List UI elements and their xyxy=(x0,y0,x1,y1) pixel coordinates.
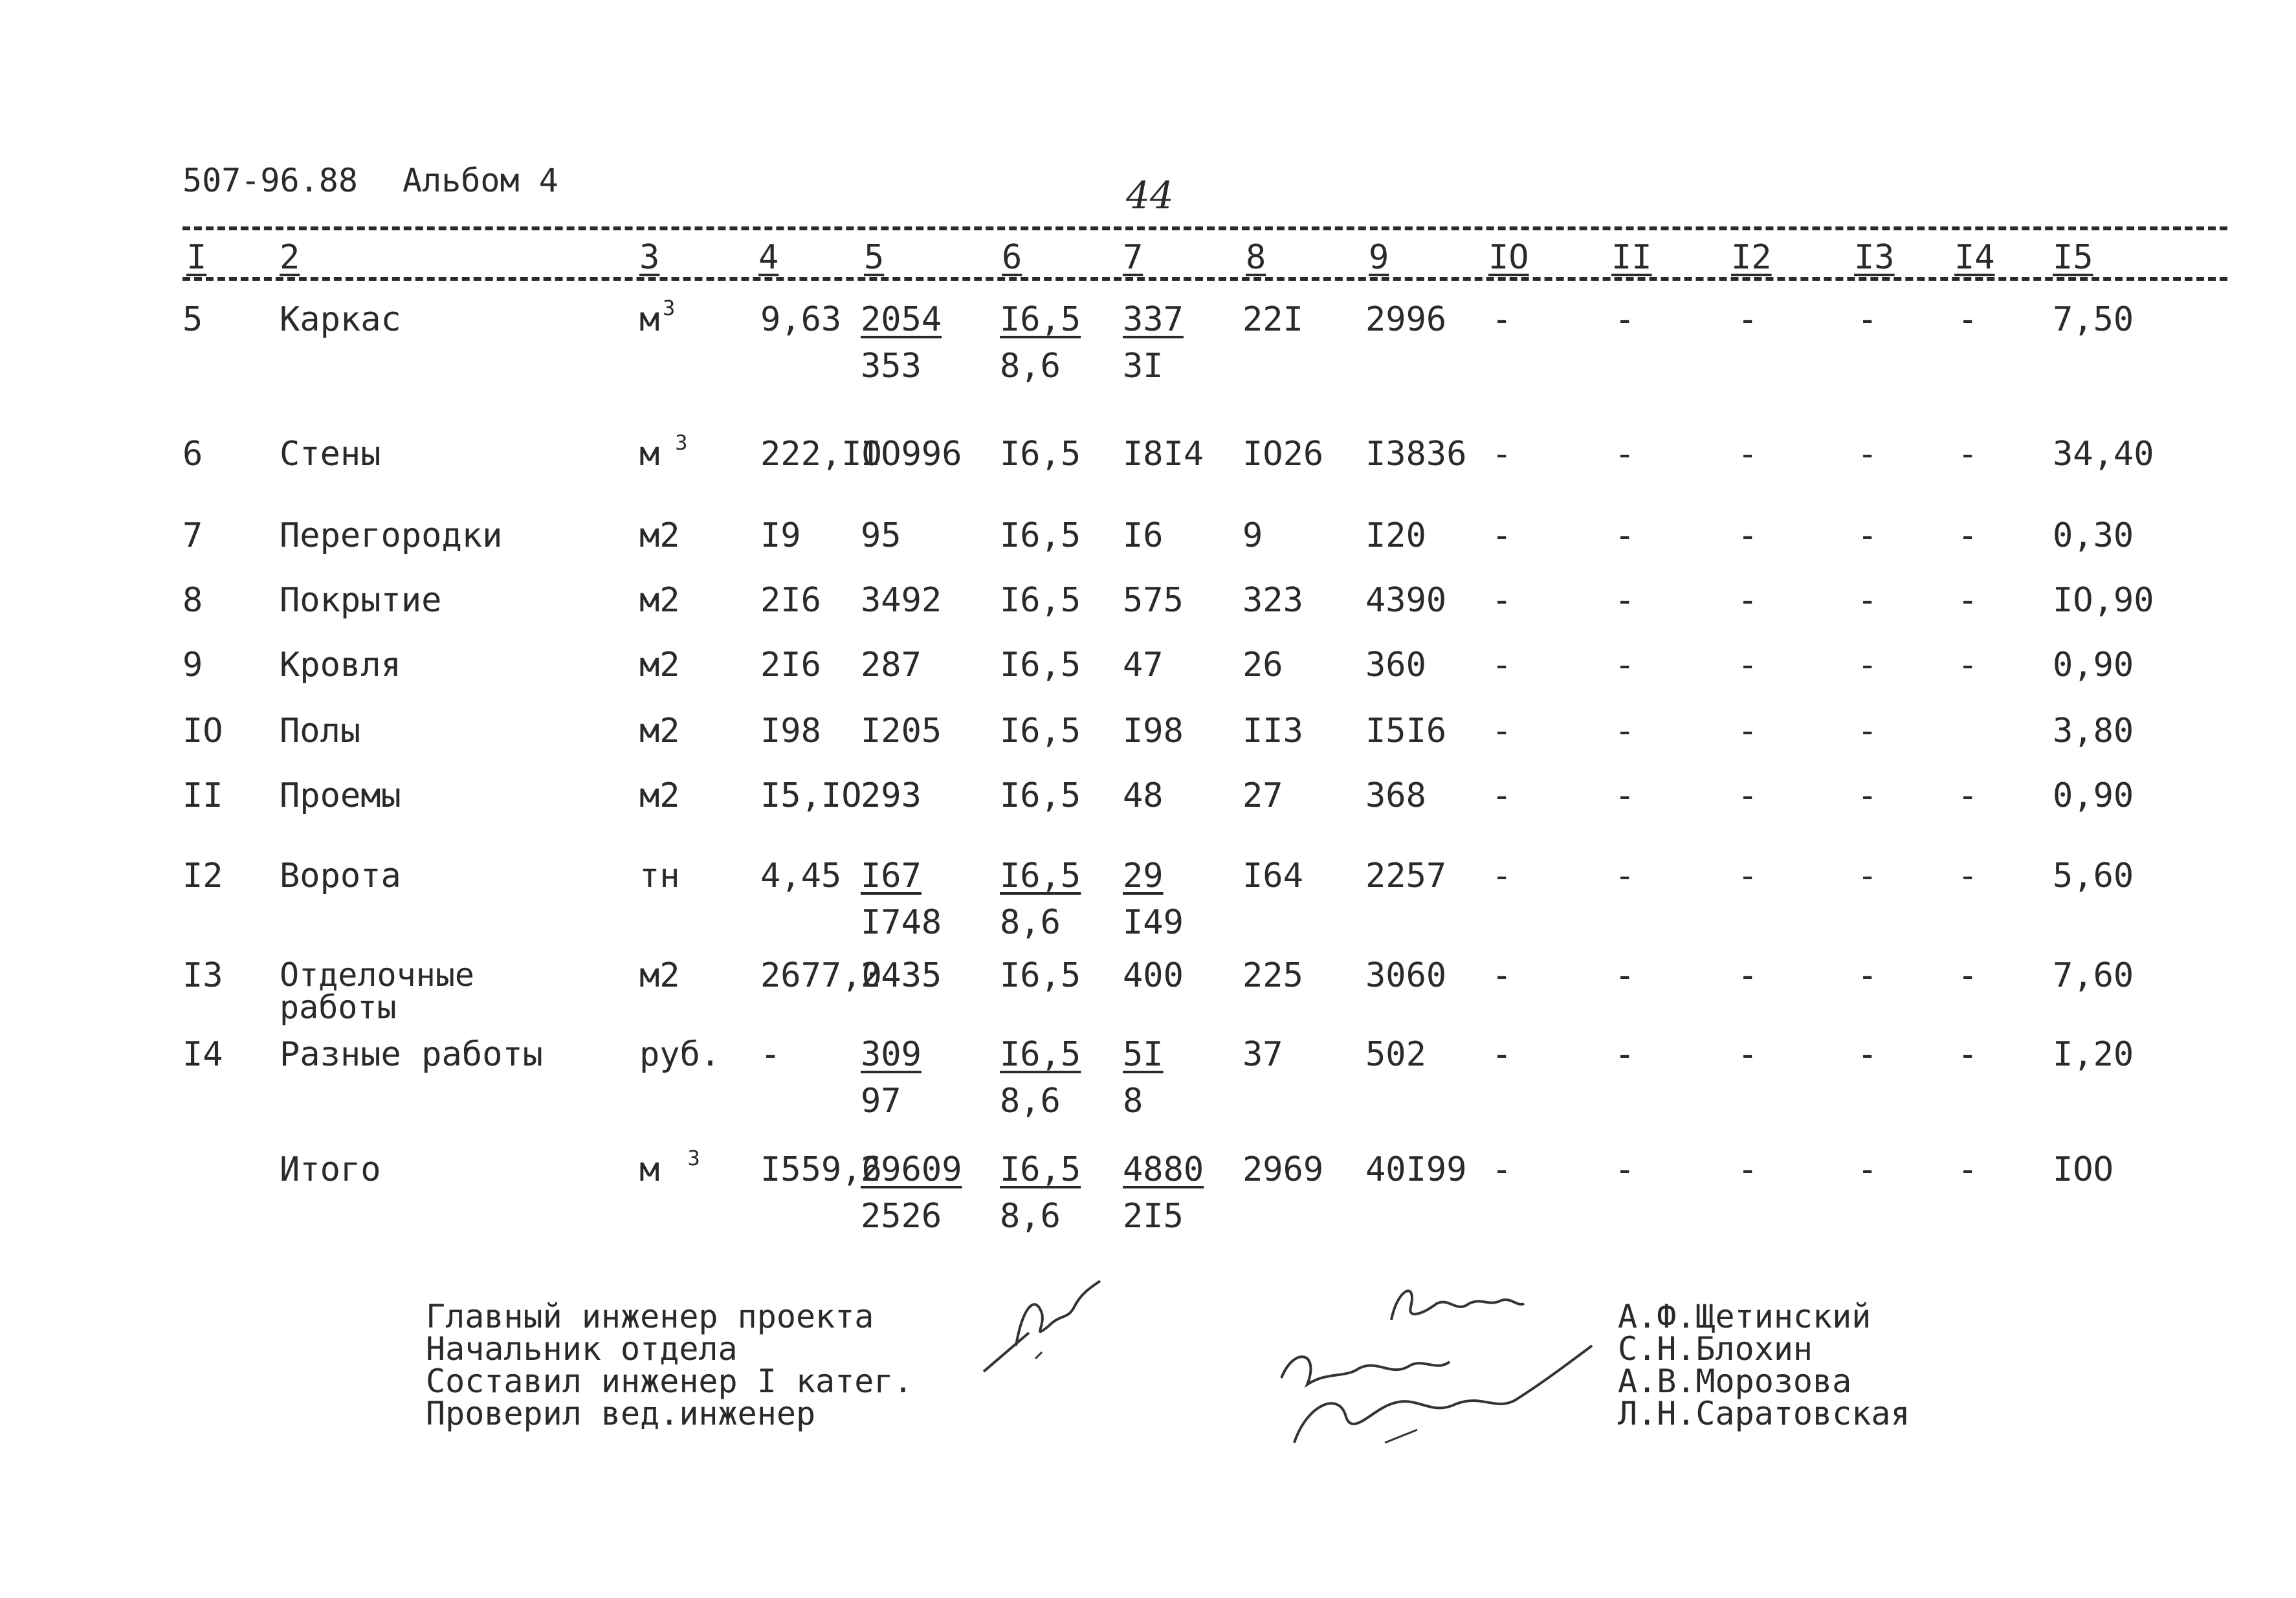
row-name: Перегородки xyxy=(280,516,503,555)
row-unit: тн xyxy=(639,857,680,895)
document-code: 507-96.88 xyxy=(182,162,358,199)
cell-c13: - xyxy=(1857,300,1878,339)
cell-c7: 48 xyxy=(1123,776,1164,815)
cell-c10: - xyxy=(1492,1035,1512,1074)
cell-c9: 368 xyxy=(1365,776,1426,815)
role-checked-by: Проверил вед.инженер xyxy=(426,1395,816,1432)
row-unit: м2 xyxy=(639,581,680,620)
row-number: IO xyxy=(182,712,223,750)
cell-c12: - xyxy=(1738,435,1758,474)
cell-c8: 323 xyxy=(1242,581,1303,620)
cell-c9: 2257 xyxy=(1365,857,1447,895)
cell-c5: 287 xyxy=(861,646,922,684)
row-unit: м2 xyxy=(639,776,680,815)
cell-c15: 7,50 xyxy=(2053,300,2134,339)
cell-c9: 360 xyxy=(1365,646,1426,684)
cell-c10: - xyxy=(1492,516,1512,555)
row-unit: м xyxy=(639,1150,660,1189)
cell-c5-denominator: 2526 xyxy=(861,1197,942,1236)
cell-c7: 337 xyxy=(1123,300,1184,339)
row-name: Кровля xyxy=(280,646,401,684)
cell-c5: IO996 xyxy=(861,435,962,474)
row-name: Полы xyxy=(280,712,361,750)
cell-c6: I6,5 xyxy=(1000,776,1081,815)
role-chief-engineer: Главный инженер проекта xyxy=(426,1298,874,1335)
table-header-rule xyxy=(182,277,2227,281)
cell-c9: 502 xyxy=(1365,1035,1426,1074)
column-number-10: IO xyxy=(1488,238,1529,277)
cell-c15: 7,60 xyxy=(2053,956,2134,995)
cell-c11: - xyxy=(1615,776,1635,815)
cell-c10: - xyxy=(1492,956,1512,995)
cell-c9: 40I99 xyxy=(1365,1150,1467,1189)
cell-c5: 293 xyxy=(861,776,922,815)
cell-c10: - xyxy=(1492,435,1512,474)
cell-c5: 29609 xyxy=(861,1150,962,1189)
row-number: II xyxy=(182,776,223,815)
cell-c11: - xyxy=(1615,300,1635,339)
unit-superscript: 3 xyxy=(663,296,676,320)
cell-c4: 222,IO xyxy=(760,435,882,474)
row-name: Разные работы xyxy=(280,1035,543,1074)
cell-c5-denominator: I748 xyxy=(861,903,942,942)
cell-c11: - xyxy=(1615,646,1635,684)
cell-c11: - xyxy=(1615,516,1635,555)
cell-c13: - xyxy=(1857,1035,1878,1074)
row-unit: м2 xyxy=(639,956,680,995)
cell-c13: - xyxy=(1857,581,1878,620)
cell-c9: 4390 xyxy=(1365,581,1447,620)
cell-c7: I98 xyxy=(1123,712,1184,750)
cell-c12: - xyxy=(1738,516,1758,555)
cell-c12: - xyxy=(1738,646,1758,684)
cell-c8: 2969 xyxy=(1242,1150,1324,1189)
cell-c6-denominator: 8,6 xyxy=(1000,1082,1061,1121)
cell-c12: - xyxy=(1738,776,1758,815)
cell-c15: 0,90 xyxy=(2053,776,2134,815)
signature-blokhin xyxy=(1378,1268,1534,1339)
row-name: Проемы xyxy=(280,776,401,815)
cell-c12: - xyxy=(1738,1035,1758,1074)
cell-c4: I559,6 xyxy=(760,1150,882,1189)
cell-c10: - xyxy=(1492,712,1512,750)
cell-c12: - xyxy=(1738,1150,1758,1189)
cell-c6: I6,5 xyxy=(1000,516,1081,555)
cell-c11: - xyxy=(1615,857,1635,895)
column-number-15: I5 xyxy=(2053,238,2093,277)
row-name: Итого xyxy=(280,1150,381,1189)
signature-shchetinsky xyxy=(971,1268,1165,1385)
column-number-6: 6 xyxy=(1002,238,1022,277)
name-morozova: А.В.Морозова xyxy=(1618,1363,1852,1400)
cell-c10: - xyxy=(1492,646,1512,684)
cell-c10: - xyxy=(1492,1150,1512,1189)
cell-c8: 225 xyxy=(1242,956,1303,995)
row-number: 9 xyxy=(182,646,203,684)
row-name: Каркас xyxy=(280,300,401,339)
cell-c7-denominator: 3I xyxy=(1123,347,1164,386)
cell-c13: - xyxy=(1857,857,1878,895)
cell-c4: 4,45 xyxy=(760,857,842,895)
column-number-12: I2 xyxy=(1731,238,1772,277)
column-number-9: 9 xyxy=(1369,238,1389,277)
row-unit: м xyxy=(639,300,660,339)
cell-c7-denominator: I49 xyxy=(1123,903,1184,942)
cell-c5: 2054 xyxy=(861,300,942,339)
column-number-11: II xyxy=(1611,238,1652,277)
name-blokhin: С.Н.Блохин xyxy=(1618,1330,1813,1368)
cell-c14: - xyxy=(1958,857,1978,895)
cell-c6: I6,5 xyxy=(1000,712,1081,750)
row-number: 6 xyxy=(182,435,203,474)
cell-c5: I67 xyxy=(861,857,922,895)
cell-c8: 26 xyxy=(1242,646,1283,684)
row-unit: м2 xyxy=(639,516,680,555)
cell-c5: 3492 xyxy=(861,581,942,620)
cell-c9: I20 xyxy=(1365,516,1426,555)
role-compiled-by: Составил инженер I катег. xyxy=(426,1363,913,1400)
cell-c12: - xyxy=(1738,300,1758,339)
cell-c6: I6,5 xyxy=(1000,300,1081,339)
cell-c15: 0,30 xyxy=(2053,516,2134,555)
cell-c14: - xyxy=(1958,956,1978,995)
cell-c7: I8I4 xyxy=(1123,435,1204,474)
cell-c6: I6,5 xyxy=(1000,956,1081,995)
cell-c5-denominator: 97 xyxy=(861,1082,901,1121)
cell-c8: 37 xyxy=(1242,1035,1283,1074)
column-number-3: 3 xyxy=(639,238,660,277)
cell-c11: - xyxy=(1615,1150,1635,1189)
page-number: 44 xyxy=(1126,173,1174,217)
row-number: I4 xyxy=(182,1035,223,1074)
cell-c14: - xyxy=(1958,581,1978,620)
cell-c5: I205 xyxy=(861,712,942,750)
cell-c10: - xyxy=(1492,857,1512,895)
row-number: I2 xyxy=(182,857,223,895)
column-number-8: 8 xyxy=(1246,238,1266,277)
cell-c13: - xyxy=(1857,646,1878,684)
row-unit: м2 xyxy=(639,646,680,684)
cell-c11: - xyxy=(1615,435,1635,474)
cell-c8: 22I xyxy=(1242,300,1303,339)
column-number-14: I4 xyxy=(1954,238,1995,277)
row-number: 8 xyxy=(182,581,203,620)
cell-c15: 0,90 xyxy=(2053,646,2134,684)
cell-c14: - xyxy=(1958,1035,1978,1074)
cell-c6: I6,5 xyxy=(1000,581,1081,620)
cell-c13: - xyxy=(1857,516,1878,555)
cell-c14: - xyxy=(1958,646,1978,684)
cell-c9: 3060 xyxy=(1365,956,1447,995)
row-name: Отделочные работы xyxy=(280,956,475,1026)
cell-c8: 9 xyxy=(1242,516,1263,555)
cell-c7: 575 xyxy=(1123,581,1184,620)
name-shchetinsky: А.Ф.Щетинский xyxy=(1618,1298,1871,1335)
table-top-rule xyxy=(182,226,2227,230)
column-number-13: I3 xyxy=(1854,238,1895,277)
cell-c8: 27 xyxy=(1242,776,1283,815)
cell-c10: - xyxy=(1492,776,1512,815)
cell-c13: - xyxy=(1857,776,1878,815)
cell-c7: 400 xyxy=(1123,956,1184,995)
cell-c12: - xyxy=(1738,712,1758,750)
cell-c7: 29 xyxy=(1123,857,1164,895)
row-unit: м xyxy=(639,435,660,474)
cell-c13: - xyxy=(1857,435,1878,474)
column-number-2: 2 xyxy=(280,238,300,277)
cell-c9: I5I6 xyxy=(1365,712,1447,750)
cell-c13: - xyxy=(1857,712,1878,750)
cell-c10: - xyxy=(1492,581,1512,620)
cell-c5: 95 xyxy=(861,516,901,555)
cell-c11: - xyxy=(1615,581,1635,620)
column-number-1: I xyxy=(186,238,207,277)
cell-c6: I6,5 xyxy=(1000,857,1081,895)
cell-c11: - xyxy=(1615,1035,1635,1074)
cell-c13: - xyxy=(1857,1150,1878,1189)
cell-c9: 2996 xyxy=(1365,300,1447,339)
cell-c15: I,20 xyxy=(2053,1035,2134,1074)
cell-c6: I6,5 xyxy=(1000,435,1081,474)
cell-c4: I98 xyxy=(760,712,821,750)
row-number: 5 xyxy=(182,300,203,339)
cell-c5-denominator: 353 xyxy=(861,347,922,386)
cell-c12: - xyxy=(1738,857,1758,895)
cell-c8: II3 xyxy=(1242,712,1303,750)
cell-c14: - xyxy=(1958,1150,1978,1189)
cell-c15: 3,80 xyxy=(2053,712,2134,750)
row-name: Покрытие xyxy=(280,581,442,620)
unit-superscript: 3 xyxy=(687,1146,700,1170)
row-number: 7 xyxy=(182,516,203,555)
row-name: Стены xyxy=(280,435,381,474)
signature-morozova-saratovskaya xyxy=(1268,1333,1605,1456)
cell-c7: I6 xyxy=(1123,516,1164,555)
cell-c5: 2435 xyxy=(861,956,942,995)
footer-names xyxy=(1618,1300,1910,1430)
cell-c6: I6,5 xyxy=(1000,646,1081,684)
cell-c9: I3836 xyxy=(1365,435,1467,474)
cell-c7: 4880 xyxy=(1123,1150,1204,1189)
cell-c6-denominator: 8,6 xyxy=(1000,1197,1061,1236)
cell-c7: 5I xyxy=(1123,1035,1164,1074)
cell-c5: 309 xyxy=(861,1035,922,1074)
column-number-7: 7 xyxy=(1123,238,1143,277)
cell-c10: - xyxy=(1492,300,1512,339)
cell-c6: I6,5 xyxy=(1000,1035,1081,1074)
cell-c4: 2677,0 xyxy=(760,956,882,995)
cell-c7-denominator: 8 xyxy=(1123,1082,1143,1121)
row-name: Ворота xyxy=(280,857,401,895)
unit-superscript: 3 xyxy=(675,430,688,455)
cell-c4: 9,63 xyxy=(760,300,842,339)
cell-c6-denominator: 8,6 xyxy=(1000,347,1061,386)
cell-c15: IOO xyxy=(2053,1150,2114,1189)
column-number-5: 5 xyxy=(864,238,885,277)
cell-c8: I64 xyxy=(1242,857,1303,895)
row-unit: руб. xyxy=(639,1035,721,1074)
cell-c6: I6,5 xyxy=(1000,1150,1081,1189)
role-department-head: Начальник отдела xyxy=(426,1330,738,1368)
cell-c11: - xyxy=(1615,712,1635,750)
cell-c8: IO26 xyxy=(1242,435,1324,474)
name-saratovskaya: Л.Н.Саратовская xyxy=(1618,1395,1910,1432)
row-unit: м2 xyxy=(639,712,680,750)
cell-c7: 47 xyxy=(1123,646,1164,684)
cell-c14: - xyxy=(1958,435,1978,474)
cell-c4: - xyxy=(760,1035,781,1074)
cell-c13: - xyxy=(1857,956,1878,995)
cell-c7-denominator: 2I5 xyxy=(1123,1197,1184,1236)
cell-c12: - xyxy=(1738,956,1758,995)
cell-c15: IO,90 xyxy=(2053,581,2154,620)
cell-c6-denominator: 8,6 xyxy=(1000,903,1061,942)
cell-c15: 5,60 xyxy=(2053,857,2134,895)
cell-c4: I5,IO xyxy=(760,776,862,815)
cell-c4: 2I6 xyxy=(760,581,821,620)
footer-roles xyxy=(426,1300,913,1430)
row-number: I3 xyxy=(182,956,223,995)
cell-c12: - xyxy=(1738,581,1758,620)
cell-c15: 34,40 xyxy=(2053,435,2154,474)
album-label: Альбом 4 xyxy=(403,162,558,199)
cell-c14: - xyxy=(1958,300,1978,339)
cell-c11: - xyxy=(1615,956,1635,995)
cell-c14: - xyxy=(1958,776,1978,815)
column-number-4: 4 xyxy=(758,238,779,277)
cell-c4: I9 xyxy=(760,516,801,555)
cell-c14: - xyxy=(1958,516,1978,555)
cell-c4: 2I6 xyxy=(760,646,821,684)
